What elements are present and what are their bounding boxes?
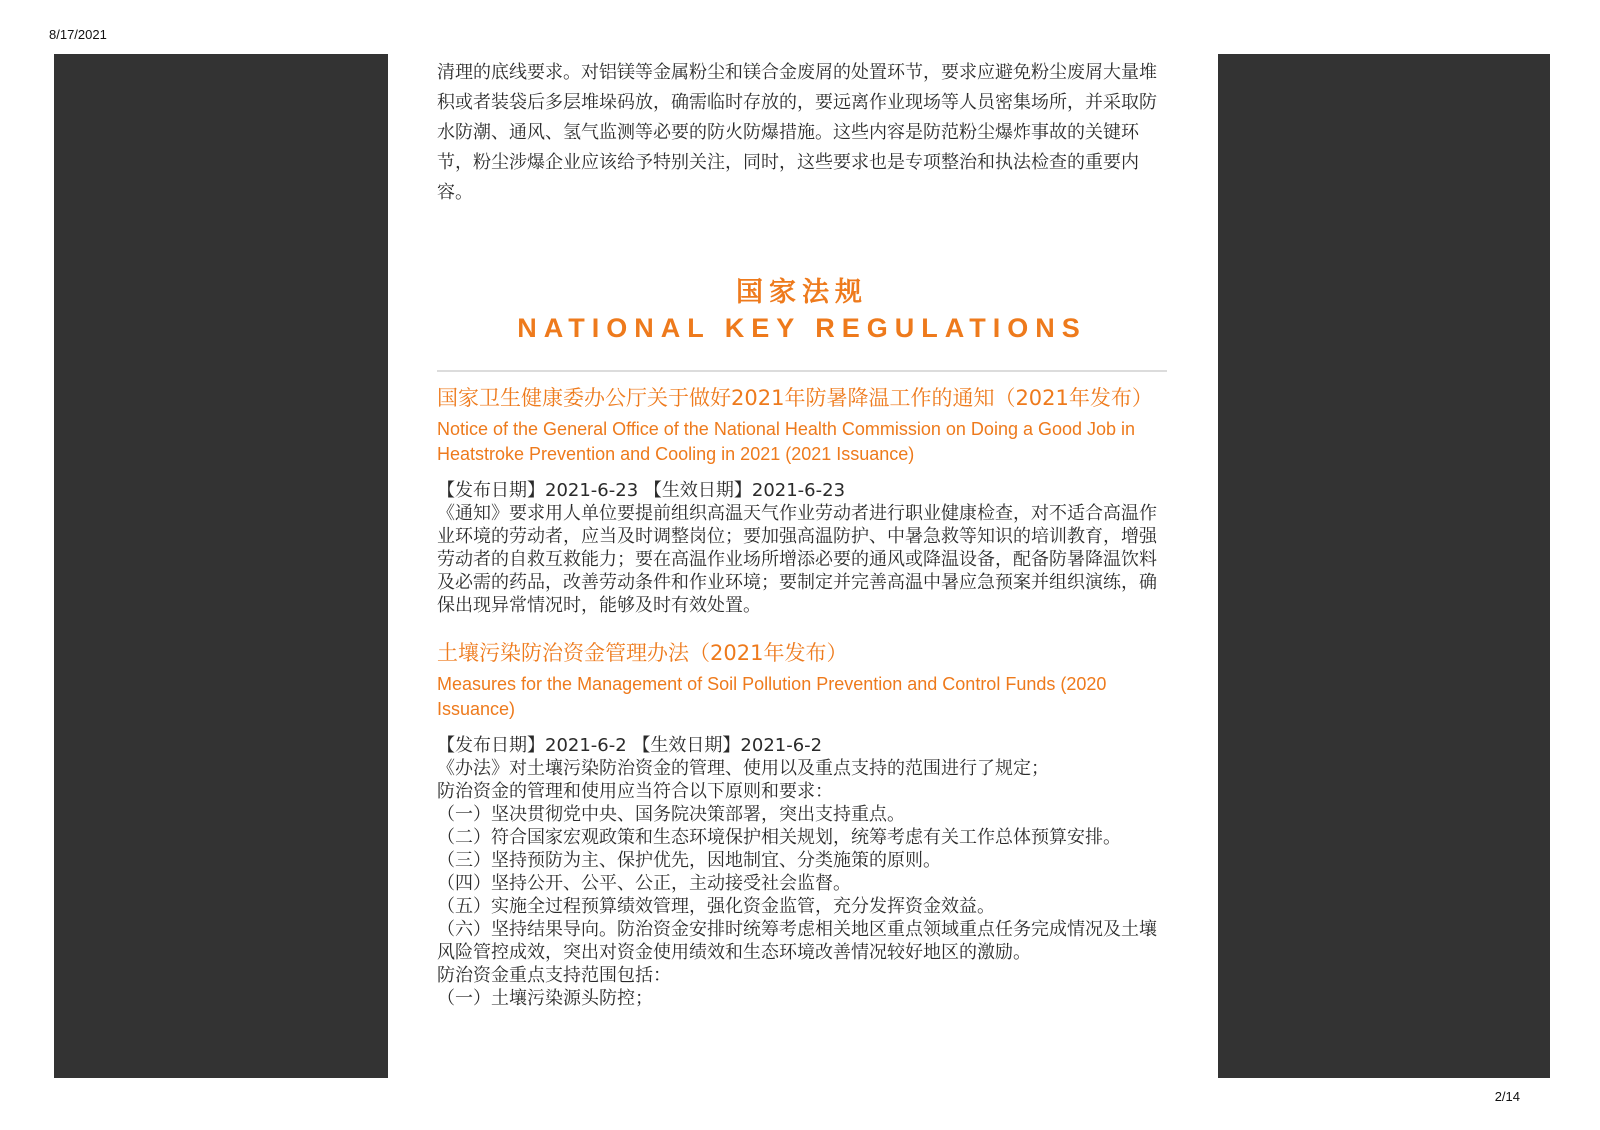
document-page bbox=[437, 54, 1167, 1078]
regulation-body-line: （三）坚持预防为主、保护优先，因地制宜、分类施策的原则。 bbox=[437, 850, 941, 871]
regulation-entry bbox=[437, 639, 1167, 1010]
intro-paragraph: 清理的底线要求。对铝镁等金属粉尘和镁合金废屑的处置环节，要求应避免粉尘废屑大量堆积或者装袋后多层堆垛码放，确需临时存放的，要远离作业现场等人员密集场所，并采取防水防潮、通风、氢气监测等必要的防火防爆措施。这些内容是防范粉尘爆炸事故的关键环节，粉尘涉爆企业应该给予特别关注，同时，这些要求也是专项整治和执法检查的重要内容。 bbox=[437, 62, 1157, 203]
section-title-zh: 国家法规 bbox=[736, 277, 868, 308]
page-number: 2/14 bbox=[1494, 1089, 1520, 1104]
regulation-body-line: （四）坚持公开、公平、公正，主动接受社会监督。 bbox=[437, 873, 851, 894]
regulation-dates: 【发布日期】2021-6-2 【生效日期】2021-6-2 bbox=[437, 735, 823, 756]
regulation-title-zh: 土壤污染防治资金管理办法（2021年发布） bbox=[437, 641, 848, 665]
regulation-body-line: 《通知》要求用人单位要提前组织高温天气作业劳动者进行职业健康检查，对不适合高温作业环境的劳动者，应当及时调整岗位；要加强高温防护、中暑急救等知识的培训教育，增强劳动者的自救互救能力；要在高温作业场所增添必要的通风或降温设备，配备防暑降温饮料及必需的药品，改善劳动条件和作业环境；要制定并完善高温中暑应急预案并组织演练，确保出现异常情况时，能够及时有效处置。 bbox=[437, 503, 1157, 616]
regulation-body-line: （一）坚决贯彻党中央、国务院决策部署，突出支持重点。 bbox=[437, 804, 905, 825]
left-margin-panel bbox=[54, 54, 388, 1078]
regulation-body-line: 防治资金的管理和使用应当符合以下原则和要求： bbox=[437, 781, 833, 802]
regulation-body-line: （一）土壤污染源头防控； bbox=[437, 988, 653, 1009]
regulation-title-en: Notice of the General Office of the National Health Commission on Doing a Good Job in Heatstroke Prevention and Cooling in 2021 (2021 Issuance) bbox=[437, 419, 1136, 464]
regulation-body-line: （二）符合国家宏观政策和生态环境保护相关规划，统筹考虑有关工作总体预算安排。 bbox=[437, 827, 1121, 848]
regulation-title-zh: 国家卫生健康委办公厅关于做好2021年防暑降温工作的通知（2021年发布） bbox=[437, 386, 1153, 410]
print-date: 8/17/2021 bbox=[49, 27, 107, 42]
regulation-title-en: Measures for the Management of Soil Pollution Prevention and Control Funds (2020 Issuance) bbox=[437, 674, 1107, 719]
regulation-body-line: （六）坚持结果导向。防治资金安排时统筹考虑相关地区重点领域重点任务完成情况及土壤风险管控成效，突出对资金使用绩效和生态环境改善情况较好地区的激励。 bbox=[437, 919, 1157, 963]
regulation-body-line: 防治资金重点支持范围包括： bbox=[437, 965, 671, 986]
regulation-entry bbox=[437, 384, 1167, 617]
regulation-body-line: （五）实施全过程预算绩效管理，强化资金监管，充分发挥资金效益。 bbox=[437, 896, 995, 917]
right-margin-panel bbox=[1218, 54, 1550, 1078]
section-divider bbox=[437, 370, 1167, 372]
regulation-dates: 【发布日期】2021-6-23 【生效日期】2021-6-23 bbox=[437, 480, 846, 501]
regulation-body-line: 《办法》对土壤污染防治资金的管理、使用以及重点支持的范围进行了规定； bbox=[437, 758, 1049, 779]
section-title-en: NATIONAL KEY REGULATIONS bbox=[517, 313, 1087, 343]
